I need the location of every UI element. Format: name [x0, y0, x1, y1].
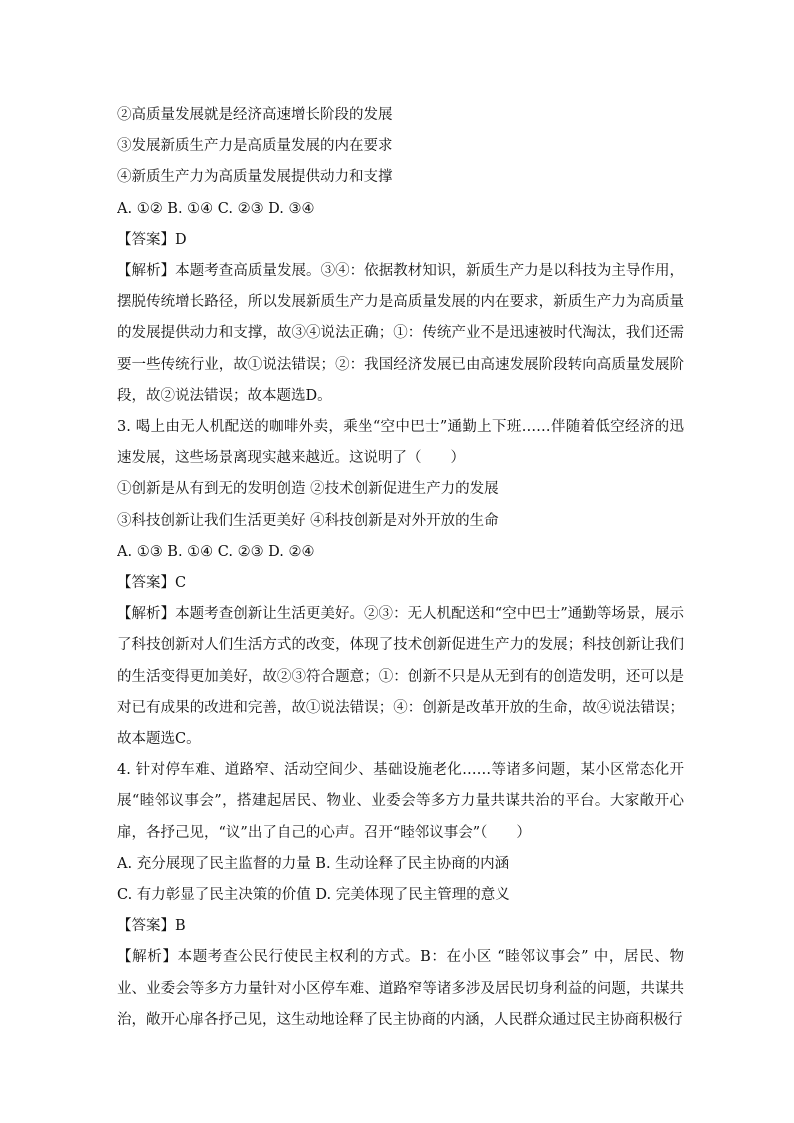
q2-analysis-tag: 【解析】: [117, 262, 176, 279]
q2-choices: A. ①② B. ①④ C. ②③ D. ③④: [117, 200, 315, 217]
q4-stem: 4. 针对停车难、道路窄、活动空间少、基础设施老化……等诸多问题，某小区常态化开展“睦邻议事会”，搭建起居民、物业、业委会等多方力量共谋共治的平台。大家敞开心扉，各抒己见，“议”出了自己的心声。召开“睦邻议事会”（ ）: [117, 762, 684, 841]
q2-answer-value: D: [175, 231, 187, 248]
q3-choices: A. ①③ B. ①④ C. ②③ D. ②④: [117, 543, 315, 560]
q2-answer-tag: 【答案】: [117, 231, 175, 248]
q4-analysis-text: 本题考查公民行使民主权利的方式。B：在小区 “睦邻议事会” 中，居民、物业、业委会等多方力量针对小区停车难、道路窄等诸多涉及居民切身利益的问题，共谋共治，敞开心扉各抒己见，这生动地诠释了民主协商的内涵，人民群众通过民主协商积极行: [117, 949, 685, 1028]
q3-analysis-text: 本题考查创新让生活更美好。②③：无人机配送和“空中巴士”通勤等场景，展示了科技创新对人们生活方式的改变，体现了技术创新促进生产力的发展；科技创新让我们的生活变得更加美好，故②③符合题意；①：创新不只是从无到有的创造发明，还可以是对已有成果的改进和完善，故①说法错误；④：创新是改革开放的生命，故④说法错误；故本题选C。: [117, 606, 684, 747]
q4-choices-row-1: A. 充分展现了民主监督的力量 B. 生动诠释了民主协商的内涵: [117, 855, 510, 872]
q2-option-2: ②高质量发展就是经济高速增长阶段的发展: [117, 107, 393, 123]
q2-option-3: ③发展新质生产力是高质量发展的内在要求: [117, 138, 393, 155]
q4-answer: [117, 911, 684, 942]
q3-options-row-2: ③科技创新让我们生活更美好 ④科技创新是对外开放的生命: [117, 512, 499, 529]
q3-stem: 3. 喝上由无人机配送的咖啡外卖，乘坐“空中巴士”通勤上下班……伴随着低空经济的迅速发展，这些场景离现实越来越近。这说明了（ ）: [117, 418, 684, 467]
q4-answer-value: B: [175, 918, 186, 935]
q3-analysis-tag: 【解析】: [117, 606, 176, 623]
q4-analysis-tag: 【解析】: [117, 949, 178, 966]
q4-analysis: [117, 942, 684, 1036]
q3-answer: [117, 568, 684, 599]
q3-answer-value: C: [175, 574, 187, 591]
q3-answer-tag: 【答案】: [117, 574, 175, 591]
q4-choices-row-2: C. 有力彰显了民主决策的价值 D. 完美体现了民主管理的意义: [117, 886, 510, 903]
q2-analysis-text: 本题考查高质量发展。③④：依据教材知识，新质生产力是以科技为主导作用，摆脱传统增长路径，所以发展新质生产力是高质量发展的内在要求，新质生产力为高质量的发展提供动力和支撑，故③④说法正确；①：传统产业不是迅速被时代淘汰，我们还需要一些传统行业，故①说法错误；②：我国经济发展已由高速发展阶段转向高质量发展阶段，故②说法错误；故本题选D。: [117, 262, 685, 404]
q4-answer-tag: 【答案】: [117, 918, 175, 935]
q3-options-row-1: ①创新是从有到无的发明创造 ②技术创新促进生产力的发展: [117, 481, 499, 498]
q2-analysis: [117, 256, 684, 412]
q2-option-4: ④新质生产力为高质量发展提供动力和支撑: [117, 169, 393, 186]
q3-analysis: [117, 599, 684, 755]
q2-answer: [117, 225, 684, 256]
